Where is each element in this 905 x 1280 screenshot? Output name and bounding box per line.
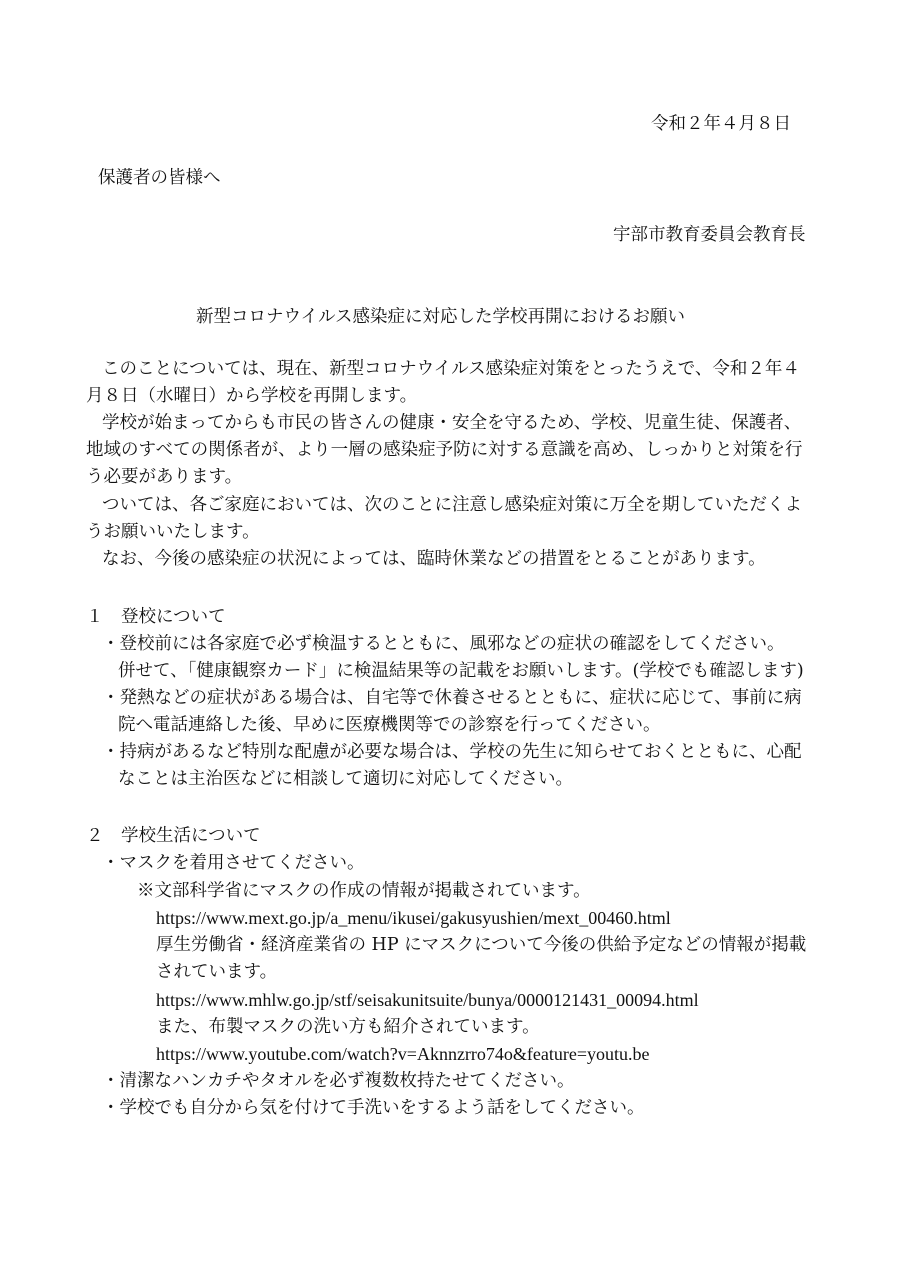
document-date: 令和２年４月８日 [651,114,791,134]
note-line: ※文部科学省にマスクの作成の情報が掲載されています。 [137,881,591,901]
intro-line: うお願いいたします。 [86,522,260,542]
note-line: 厚生労働省・経済産業省の HP にマスクについて今後の供給予定などの情報が掲載 [156,935,807,955]
intro-line: 地域のすべての関係者が、より一層の感染症予防に対する意識を高め、しっかりと対策を行 [86,440,803,460]
intro-line: このことについては、現在、新型コロナウイルス感染症対策をとったうえで、令和２年４ [102,359,800,379]
bullet-continuation: 併せて、「健康観察カード」に検温結果等の記載をお願いします。(学校でも確認します) [118,661,804,681]
intro-line: なお、今後の感染症の状況によっては、臨時休業などの措置をとることがあります。 [102,549,766,569]
bullet-continuation: なことは主治医などに相談して適切に対応してください。 [118,769,573,789]
mext-url[interactable]: https://www.mext.go.jp/a_menu/ikusei/gakusyushien/mext_00460.html [156,908,671,928]
bullet-item: ・登校前には各家庭で必ず検温するとともに、風邪などの症状の確認をしてください。 [102,634,785,654]
intro-line: う必要があります。 [86,467,243,487]
note-line: また、布製マスクの洗い方も紹介されています。 [156,1017,540,1037]
bullet-item: ・学校でも自分から気を付けて手洗いをするよう話をしてください。 [102,1098,645,1118]
section-heading: １ 登校について [86,607,226,627]
recipient-line: 保護者の皆様へ [98,168,221,188]
section-heading: ２ 学校生活について [86,826,261,846]
youtube-url[interactable]: https://www.youtube.com/watch?v=Aknnzrro74o&feature=youtu.be [156,1044,650,1064]
bullet-item: ・持病があるなど特別な配慮が必要な場合は、学校の先生に知らせておくとともに、心配 [102,742,802,762]
bullet-item: ・マスクを着用させてください。 [102,853,365,873]
intro-line: 月８日（水曜日）から学校を再開します。 [86,386,418,406]
bullet-continuation: 院へ電話連絡した後、早めに医療機関等での診察を行ってください。 [118,715,661,735]
intro-line: ついては、各ご家庭においては、次のことに注意し感染症対策に万全を期していただくよ [102,495,802,515]
bullet-item: ・発熱などの症状がある場合は、自宅等で休養させるとともに、症状に応じて、事前に病 [102,688,802,708]
bullet-item: ・清潔なハンカチやタオルを必ず複数枚持たせてください。 [102,1071,575,1091]
mhlw-url[interactable]: https://www.mhlw.go.jp/stf/seisakunitsuite/bunya/0000121431_00094.html [156,990,699,1010]
note-line: されています。 [156,962,278,982]
intro-line: 学校が始まってからも市民の皆さんの健康・安全を守るため、学校、児童生徒、保護者、 [102,413,802,433]
document-title: 新型コロナウイルス感染症に対応した学校再開におけるお願い [196,307,685,327]
sender-line: 宇部市教育委員会教育長 [613,225,806,245]
